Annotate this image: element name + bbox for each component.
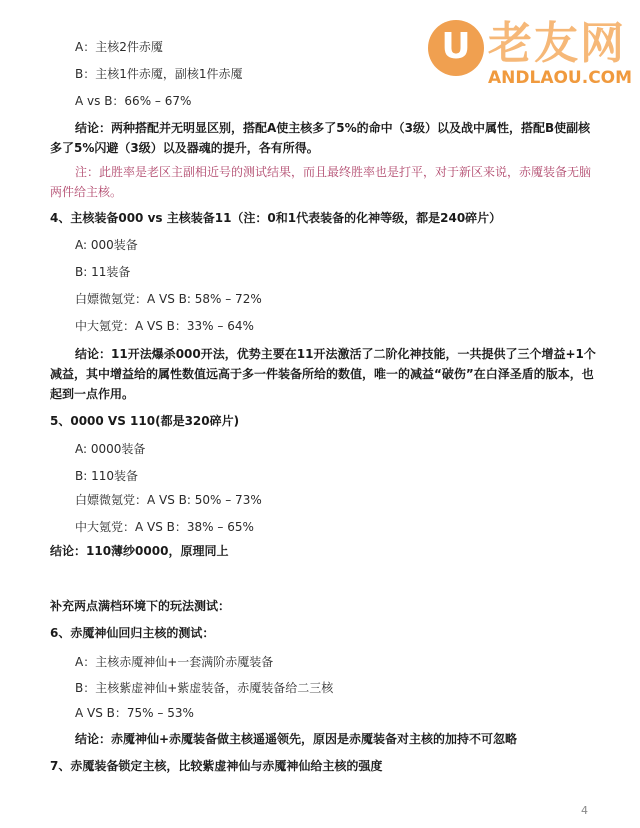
result: A vs B：66% – 67% xyxy=(75,94,192,108)
result-paid: 中大氪党：A VS B：33% – 64% xyxy=(75,319,254,333)
option-a: A: 0000装备 xyxy=(75,442,146,456)
conclusion: 结论：11开法爆杀000开法，优势主要在11开法激活了二阶化神技能，一共提供了三个增益+1个减益，其中增益给的属性数值远高于多一件装备所给的数值，唯一的减益“破伤”在白泽圣盾的版本，也起到一点作用。 xyxy=(50,347,596,401)
option-b: B: 11装备 xyxy=(75,265,131,279)
option-a: A：主核2件赤魇 xyxy=(75,40,163,54)
section-heading-5: 5、0000 VS 110(都是320碎片) xyxy=(50,414,240,428)
option-a: A: 000装备 xyxy=(75,238,138,252)
conclusion: 结论：110薄纱0000，原理同上 xyxy=(50,544,229,558)
section-heading-6: 6、赤魇神仙回归主核的测试： xyxy=(50,626,215,640)
result-paid: 中大氪党：A VS B：38% – 65% xyxy=(75,520,254,534)
result-free: 白嫖微氪党：A VS B: 58% – 72% xyxy=(75,292,262,306)
option-a: A：主核赤魇神仙+一套满阶赤魇装备 xyxy=(75,655,274,669)
section-heading-4: 4、主核装备000 vs 主核装备11（注：0和1代表装备的化神等级，都是240碎片） xyxy=(50,211,502,225)
result-free: 白嫖微氪党：A VS B: 50% – 73% xyxy=(75,493,262,507)
result: A VS B：75% – 53% xyxy=(75,706,194,720)
option-b: B: 110装备 xyxy=(75,469,138,483)
logo-domain: ANDLAOU.COM xyxy=(488,68,633,88)
supplement-heading: 补充两点满档环境下的玩法测试： xyxy=(50,599,231,613)
note: 注：此胜率是老区主副相近号的测试结果，而且最终胜率也是打平，对于新区来说，赤魇装备无脑两件给主核。 xyxy=(50,165,592,199)
conclusion: 结论：赤魇神仙+赤魇装备做主核遥遥领先，原因是赤魇装备对主核的加持不可忽略 xyxy=(75,732,518,746)
logo-name: 老友网 xyxy=(488,18,626,69)
conclusion: 结论：两种搭配并无明显区别，搭配A使主核多了5%的命中（3级）以及战中属性，搭配B使副核多了5%闪避（3级）以及器魂的提升，各有所得。 xyxy=(50,121,591,155)
page-number: 4 xyxy=(581,804,588,817)
logo-mark: U xyxy=(428,20,484,76)
section-heading-7: 7、赤魇装备锁定主核，比较紫虚神仙与赤魇神仙给主核的强度 xyxy=(50,759,383,773)
watermark-logo xyxy=(428,18,633,96)
option-b: B：主核1件赤魇，副核1件赤魇 xyxy=(75,67,243,81)
option-b: B：主核紫虚神仙+紫虚装备，赤魇装备给二三核 xyxy=(75,681,334,695)
